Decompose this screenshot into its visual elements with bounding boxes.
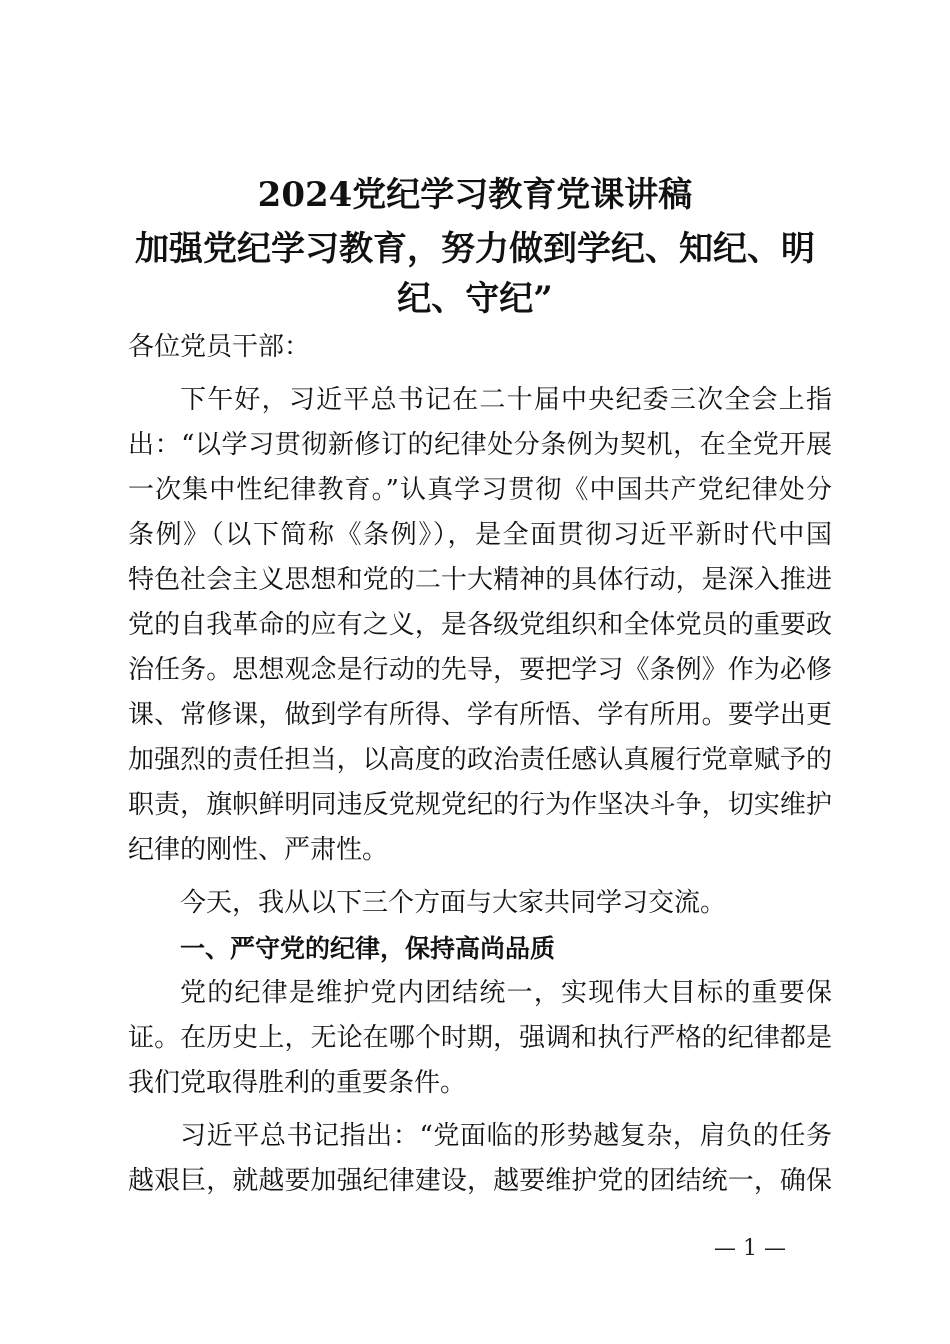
paragraph-line: 特色社会主义思想和党的二十大精神的具体行动，是深入推进 bbox=[128, 565, 832, 595]
spacer bbox=[128, 370, 832, 378]
paragraph-line: 下午好，习近平总书记在二十届中央纪委三次全会上指 bbox=[180, 385, 832, 415]
paragraph-line: 越艰巨，就越要加强纪律建设，越要维护党的团结统一，确保 bbox=[128, 1166, 832, 1196]
section-heading: 一、严守党的纪律，保持高尚品质 bbox=[180, 934, 556, 963]
paragraph-line: 我们党取得胜利的重要条件。 bbox=[128, 1068, 467, 1098]
paragraph-line: 条例》（以下简称《条例》），是全面贯彻习近平新时代中国 bbox=[128, 520, 832, 550]
document-body bbox=[128, 325, 832, 1204]
paragraph-line: 出：“以学习贯彻新修订的纪律处分条例为契机，在全党开展 bbox=[128, 430, 832, 460]
document-subtitle-line1: 加强党纪学习教育，努力做到学纪、知纪、明 bbox=[135, 229, 815, 269]
paragraph-line: 习近平总书记指出：“党面临的形势越复杂，肩负的任务 bbox=[180, 1121, 832, 1151]
paragraph-line: 职责，旗帜鲜明同违反党规党纪的行为作坚决斗争，切实维护 bbox=[128, 790, 832, 820]
paragraph-line: 证。在历史上，无论在哪个时期，强调和执行严格的纪律都是 bbox=[128, 1023, 832, 1053]
spacer bbox=[128, 1106, 832, 1114]
document-subtitle-line2: 纪、守纪” bbox=[397, 279, 553, 319]
paragraph-line: 治任务。思想观念是行动的先导，要把学习《条例》作为必修 bbox=[128, 655, 832, 685]
document-title: 2024党纪学习教育党课讲稿 bbox=[257, 175, 693, 215]
paragraph-line: 纪律的刚性、严肃性。 bbox=[128, 835, 389, 865]
paragraph-line: 课、常修课，做到学有所得、学有所悟、学有所用。要学出更 bbox=[128, 700, 832, 730]
spacer bbox=[128, 873, 832, 881]
salutation: 各位党员干部： bbox=[128, 332, 311, 362]
paragraph-line: 一次集中性纪律教育。”认真学习贯彻《中国共产党纪律处分 bbox=[128, 475, 832, 505]
page-number: — 1 — bbox=[714, 1236, 786, 1261]
paragraph-line: 党的自我革命的应有之义，是各级党组织和全体党员的重要政 bbox=[128, 610, 832, 640]
paragraph-line: 加强烈的责任担当，以高度的政治责任感认真履行党章赋予的 bbox=[128, 745, 832, 775]
paragraph-line: 党的纪律是维护党内团结统一，实现伟大目标的重要保 bbox=[180, 978, 832, 1008]
paragraph-line: 今天，我从以下三个方面与大家共同学习交流。 bbox=[180, 888, 727, 918]
